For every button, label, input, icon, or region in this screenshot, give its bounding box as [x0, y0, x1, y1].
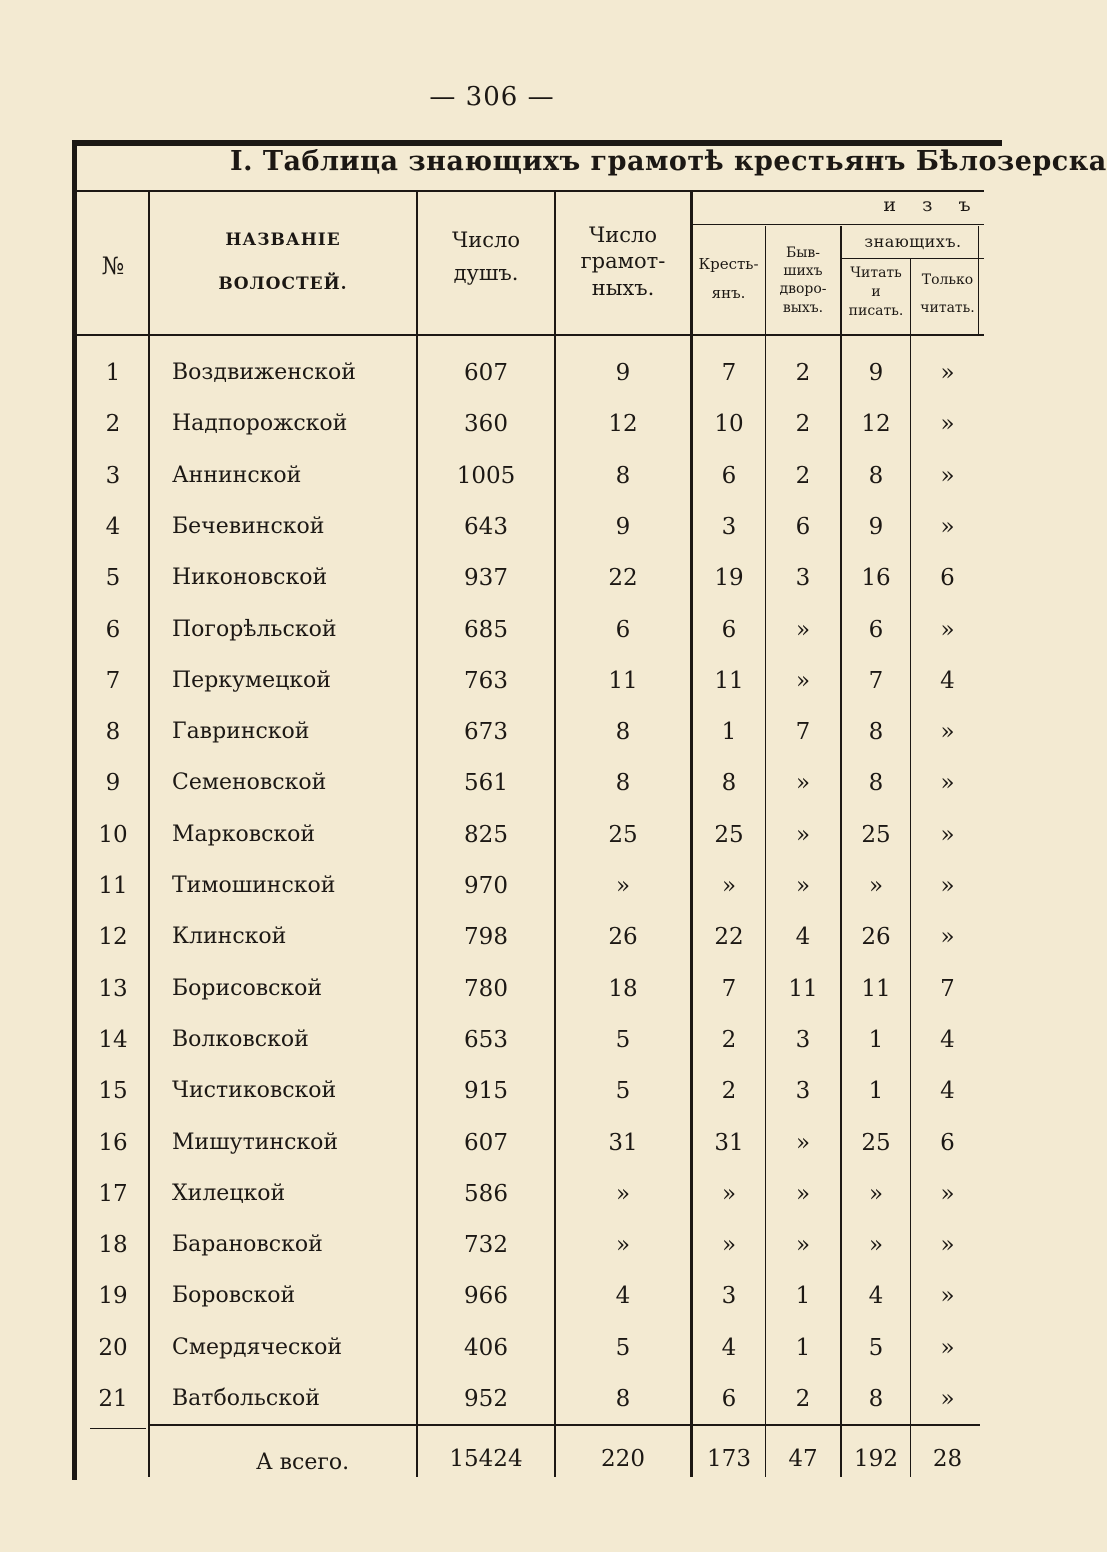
- row-read-only: »: [940, 1232, 955, 1258]
- row-name: Боровской: [172, 1283, 296, 1308]
- row-read-write: »: [868, 1232, 884, 1258]
- row-read-write: 25: [861, 822, 891, 848]
- row-read-only: »: [940, 1386, 955, 1412]
- row-peasants: 22: [714, 924, 744, 950]
- row-former: 7: [795, 719, 811, 745]
- row-literate: 9: [615, 360, 631, 386]
- row-literate: 8: [615, 1386, 631, 1412]
- row-read-write: 12: [861, 411, 891, 437]
- row-peasants: 31: [714, 1130, 744, 1156]
- row-literate: 5: [615, 1335, 631, 1361]
- total-read-only: 28: [932, 1446, 963, 1472]
- header-literate-line3: ныхъ.: [591, 275, 655, 300]
- row-number: 21: [98, 1386, 128, 1412]
- row-souls: 937: [464, 565, 508, 591]
- row-name: Семеновской: [172, 770, 327, 795]
- row-souls: 952: [464, 1386, 508, 1412]
- row-read-only: »: [940, 770, 955, 796]
- row-souls: 763: [464, 668, 508, 694]
- row-name: Смердяческой: [172, 1335, 343, 1360]
- row-former: 3: [795, 565, 811, 591]
- row-former: 4: [795, 924, 811, 950]
- row-souls: 732: [464, 1232, 508, 1258]
- row-read-only: »: [940, 463, 955, 489]
- row-read-write: »: [868, 1181, 884, 1207]
- row-name: Никоновской: [172, 565, 328, 590]
- row-read-write: 5: [868, 1335, 884, 1361]
- row-peasants: 7: [721, 360, 737, 386]
- row-name: Борисовской: [172, 976, 323, 1001]
- row-read-write: »: [868, 873, 884, 899]
- row-peasants: 19: [714, 565, 744, 591]
- row-peasants: 10: [714, 411, 744, 437]
- header-literate-line2: грамот-: [580, 249, 666, 274]
- row-literate: 6: [615, 617, 631, 643]
- row-peasants: »: [721, 1232, 737, 1258]
- row-souls: 1005: [456, 463, 516, 489]
- row-read-write: 26: [861, 924, 891, 950]
- row-name: Чистиковской: [172, 1078, 337, 1103]
- row-souls: 607: [464, 1130, 508, 1156]
- row-former: 3: [795, 1027, 811, 1053]
- row-number: 2: [105, 411, 121, 437]
- total-label: А всего.: [256, 1450, 350, 1475]
- total-read-write: 192: [854, 1446, 898, 1472]
- header-read-only-line1: Только: [921, 272, 974, 288]
- row-souls: 685: [464, 617, 508, 643]
- row-souls: 798: [464, 924, 508, 950]
- row-read-only: »: [940, 411, 955, 437]
- header-name: [150, 230, 416, 295]
- row-peasants: 4: [721, 1335, 737, 1361]
- row-peasants: 2: [721, 1027, 737, 1053]
- row-number: 19: [98, 1283, 128, 1309]
- row-read-write: 11: [861, 976, 891, 1002]
- header-peasants-line1: Кресть-: [698, 255, 759, 273]
- row-name: Перкумецкой: [172, 668, 331, 693]
- row-former: 6: [795, 514, 811, 540]
- table-title: I. Таблица знающихъ грамотѣ крестьянъ Бѣлозерска: [230, 146, 1107, 177]
- row-souls: 825: [464, 822, 508, 848]
- row-number: 18: [98, 1232, 128, 1258]
- row-read-write: 1: [868, 1027, 884, 1053]
- table-frame: [72, 140, 1002, 1480]
- row-read-write: 4: [868, 1283, 884, 1309]
- row-peasants: 6: [721, 463, 737, 489]
- knowing-rule: [692, 224, 984, 225]
- row-peasants: 7: [721, 976, 737, 1002]
- row-literate: 22: [608, 565, 638, 591]
- row-former: 2: [795, 463, 811, 489]
- row-name: Воздвиженской: [172, 360, 356, 385]
- row-name: Волковской: [172, 1027, 309, 1052]
- row-literate: 31: [608, 1130, 638, 1156]
- row-peasants: 6: [721, 1386, 737, 1412]
- header-former-line3: дворо-: [779, 281, 827, 298]
- header-literate: [556, 222, 690, 301]
- header-bottom-rule: [77, 334, 984, 336]
- row-number: 5: [105, 565, 121, 591]
- row-former: 1: [795, 1283, 811, 1309]
- row-number: 11: [98, 873, 128, 899]
- row-number: 8: [105, 719, 121, 745]
- row-name: Ватбольской: [172, 1386, 320, 1411]
- row-literate: »: [615, 1232, 631, 1258]
- row-former: 1: [795, 1335, 811, 1361]
- row-read-write: 9: [868, 514, 884, 540]
- row-read-write: 6: [868, 617, 884, 643]
- total-rule: [150, 1424, 980, 1426]
- row-name: Барановской: [172, 1232, 323, 1257]
- page-number: — 306 —: [429, 82, 555, 112]
- total-souls: 15424: [449, 1446, 523, 1472]
- row-read-only: 7: [940, 976, 955, 1002]
- row-name: Хилецкой: [172, 1181, 286, 1206]
- row-number: 4: [105, 514, 121, 540]
- row-read-only: »: [940, 719, 955, 745]
- header-read-only: [911, 266, 984, 322]
- row-read-write: 9: [868, 360, 884, 386]
- row-former: »: [795, 822, 811, 848]
- row-former: 2: [795, 1386, 811, 1412]
- row-literate: 8: [615, 463, 631, 489]
- row-souls: 653: [464, 1027, 508, 1053]
- row-souls: 607: [464, 360, 508, 386]
- header-number: №: [101, 252, 125, 280]
- row-literate: 4: [615, 1283, 631, 1309]
- row-former: »: [795, 873, 811, 899]
- row-number: 6: [105, 617, 121, 643]
- title-rule: [77, 190, 984, 192]
- header-read-only-line2: читать.: [920, 300, 975, 316]
- row-literate: 25: [608, 822, 638, 848]
- header-former-line4: выхъ.: [782, 299, 824, 316]
- row-former: 11: [788, 976, 818, 1002]
- row-souls: 406: [464, 1335, 508, 1361]
- header-former: [766, 244, 840, 317]
- row-read-only: »: [940, 873, 955, 899]
- header-peasants: [692, 250, 765, 309]
- row-read-only: »: [940, 924, 955, 950]
- row-peasants: 2: [721, 1078, 737, 1104]
- row-peasants: 3: [721, 1283, 737, 1309]
- row-former: »: [795, 1181, 811, 1207]
- row-read-write: 8: [868, 1386, 884, 1412]
- row-literate: 5: [615, 1027, 631, 1053]
- row-peasants: »: [721, 873, 737, 899]
- row-name: Марковской: [172, 822, 316, 847]
- row-peasants: 25: [714, 822, 744, 848]
- row-literate: 8: [615, 770, 631, 796]
- row-peasants: 6: [721, 617, 737, 643]
- header-former-line2: шихъ: [783, 263, 823, 280]
- row-read-only: »: [940, 617, 955, 643]
- total-former: 47: [788, 1446, 818, 1472]
- row-name: Мишутинской: [172, 1130, 339, 1155]
- row-souls: 360: [464, 411, 508, 437]
- header-knowing: знающихъ.: [864, 232, 962, 251]
- row-peasants: 8: [721, 770, 737, 796]
- row-read-write: 16: [861, 565, 891, 591]
- row-read-only: »: [940, 360, 955, 386]
- header-souls-line1: Число: [452, 228, 520, 252]
- row-name: Клинской: [172, 924, 287, 949]
- header-souls-line2: душъ.: [453, 260, 519, 285]
- row-souls: 561: [464, 770, 508, 796]
- header-read-write-line1: Читать: [850, 265, 902, 281]
- row-souls: 586: [464, 1181, 508, 1207]
- row-literate: 18: [608, 976, 638, 1002]
- row-read-only: »: [940, 1181, 955, 1207]
- row-read-only: »: [940, 822, 955, 848]
- row-name: Бечевинской: [172, 514, 325, 539]
- header-read-write-line2: и: [871, 283, 881, 300]
- header-read-write: [842, 264, 910, 321]
- header-literate-line1: Число: [589, 223, 657, 247]
- header-read-write-line3: писать.: [848, 302, 904, 319]
- row-former: 2: [795, 411, 811, 437]
- row-number: 16: [98, 1130, 128, 1156]
- row-peasants: 3: [721, 514, 737, 540]
- row-number: 15: [98, 1078, 128, 1104]
- row-souls: 673: [464, 719, 508, 745]
- row-read-write: 7: [868, 668, 884, 694]
- row-literate: 8: [615, 719, 631, 745]
- row-literate: 11: [608, 668, 638, 694]
- row-read-only: 4: [940, 668, 955, 694]
- header-souls: [418, 224, 554, 289]
- row-literate: 9: [615, 514, 631, 540]
- row-former: 3: [795, 1078, 811, 1104]
- row-read-only: »: [940, 1335, 955, 1361]
- row-peasants: 1: [721, 719, 737, 745]
- row-literate: 12: [608, 411, 638, 437]
- row-name: Гавринской: [172, 719, 310, 744]
- header-name-line1: НАЗВАНІЕ: [225, 230, 341, 250]
- row-name: Погорѣльской: [172, 617, 337, 642]
- row-number: 3: [105, 463, 121, 489]
- row-number: 10: [98, 822, 128, 848]
- row-read-write: 8: [868, 770, 884, 796]
- header-of: и з ъ: [883, 194, 981, 216]
- row-former: »: [795, 1130, 811, 1156]
- row-number: 12: [98, 924, 128, 950]
- row-former: »: [795, 668, 811, 694]
- row-read-write: 8: [868, 463, 884, 489]
- row-number: 14: [98, 1027, 128, 1053]
- knowing-sub-rule: [840, 258, 984, 259]
- row-name: Аннинской: [172, 463, 302, 488]
- row-former: 2: [795, 360, 811, 386]
- row-souls: 966: [464, 1283, 508, 1309]
- row-read-only: 4: [940, 1078, 955, 1104]
- row-souls: 780: [464, 976, 508, 1002]
- row-former: »: [795, 770, 811, 796]
- row-read-only: »: [940, 1283, 955, 1309]
- row-name: Надпорожской: [172, 411, 348, 436]
- total-literate: 220: [601, 1446, 645, 1472]
- row-read-write: 1: [868, 1078, 884, 1104]
- row-literate: »: [615, 873, 631, 899]
- total-rule-left: [90, 1428, 146, 1429]
- row-literate: 26: [608, 924, 638, 950]
- row-former: »: [795, 617, 811, 643]
- row-number: 1: [105, 360, 121, 386]
- row-read-only: »: [940, 514, 955, 540]
- row-read-only: 6: [940, 565, 955, 591]
- row-number: 13: [98, 976, 128, 1002]
- row-number: 7: [105, 668, 121, 694]
- row-literate: 5: [615, 1078, 631, 1104]
- header-peasants-line2: янъ.: [711, 284, 746, 303]
- row-former: »: [795, 1232, 811, 1258]
- row-literate: »: [615, 1181, 631, 1207]
- col-divider-1: [148, 192, 150, 1477]
- header-former-line1: Быв-: [785, 245, 821, 261]
- row-souls: 970: [464, 873, 508, 899]
- header-name-line2: ВОЛОСТЕЙ.: [218, 274, 348, 295]
- row-name: Тимошинской: [172, 873, 336, 898]
- row-souls: 915: [464, 1078, 508, 1104]
- row-number: 17: [98, 1181, 128, 1207]
- row-number: 9: [105, 770, 121, 796]
- row-read-only: 6: [940, 1130, 955, 1156]
- row-peasants: 11: [714, 668, 744, 694]
- total-peasants: 173: [707, 1446, 751, 1472]
- row-read-write: 8: [868, 719, 884, 745]
- row-number: 20: [98, 1335, 128, 1361]
- row-souls: 643: [464, 514, 508, 540]
- row-read-only: 4: [940, 1027, 955, 1053]
- row-read-write: 25: [861, 1130, 891, 1156]
- row-peasants: »: [721, 1181, 737, 1207]
